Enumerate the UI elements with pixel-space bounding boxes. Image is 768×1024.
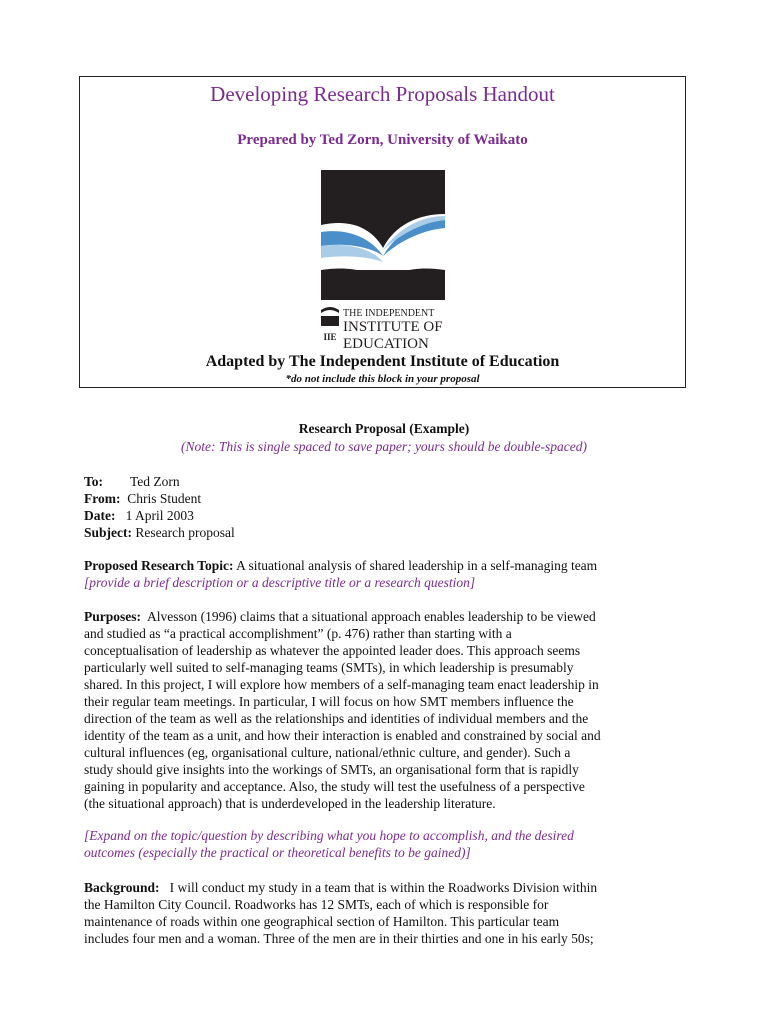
logo-line1: THE INDEPENDENT <box>343 308 435 319</box>
purposes-line: shared. In this project, I will explore how members of a self-managing team enact leadership in <box>84 677 599 692</box>
memo-to-row <box>84 473 235 490</box>
memo-subject-value: Research proposal <box>135 525 235 540</box>
spacing-note: (Note: This is single spaced to save paper; yours should be double-spaced) <box>180 439 588 454</box>
handout-title: Developing Research Proposals Handout <box>210 82 555 106</box>
proposal-title: Research Proposal (Example) <box>298 421 470 436</box>
header-note: *do not include this block in your proposal <box>285 373 480 385</box>
purposes-label: Purposes: <box>84 609 141 624</box>
logo-mark: IIE <box>323 332 337 342</box>
purposes-line: cultural influences (eg, organisational culture, national/ethnic culture, and gender). Such a <box>84 745 571 760</box>
memo-date-value: 1 April 2003 <box>125 508 194 523</box>
purposes-line: (the situational approach) that is underdeveloped in the leadership literature. <box>84 796 496 811</box>
memo-date-row <box>84 507 235 524</box>
purposes-paragraph <box>84 608 684 812</box>
purposes-line: conceptualisation of leadership as whatever the appointed leader does. This approach seems <box>84 643 581 658</box>
purposes-line: Alvesson (1996) claims that a situational approach enables leadership to be viewed <box>147 609 596 624</box>
purposes-instruction-line: [Expand on the topic/question by describing what you hope to accomplish, and the desired <box>84 828 574 843</box>
background-label: Background: <box>84 880 160 895</box>
topic-instruction: [provide a brief description or a descriptive title or a research question] <box>84 575 476 590</box>
background-paragraph <box>84 879 684 947</box>
logo-line2: INSTITUTE OF <box>343 319 443 335</box>
iie-logo <box>313 170 453 360</box>
logo-line3: EDUCATION <box>343 336 429 352</box>
purposes-line: particularly well suited to self-managing teams (SMTs), in which leadership is presumably <box>84 660 574 675</box>
purposes-line: identity of the team as a unit, and how their interaction is enabled and constrained by social and <box>84 728 601 743</box>
background-line: includes four men and a woman. Three of the men are in their thirties and one in his early 50s; <box>84 931 594 946</box>
purposes-instruction <box>84 827 684 861</box>
purposes-line: gaining in popularity and acceptance. Also, the study will test the usefulness of a perspective <box>84 779 585 794</box>
memo-from-value: Chris Student <box>127 491 202 506</box>
topic-text: A situational analysis of shared leadership in a self-managing team <box>236 558 598 573</box>
memo-header <box>84 473 235 541</box>
handout-header-box <box>79 76 686 388</box>
purposes-line: study should give insights into the workings of SMTs, an organisational form that is rapidly <box>84 762 579 777</box>
adapted-by-line: Adapted by The Independent Institute of Education <box>205 353 560 370</box>
background-line: the Hamilton City Council. Roadworks has 12 SMTs, each of which is responsible for <box>84 897 549 912</box>
purposes-line: and studied as “a practical accomplishment” (p. 476) rather than starting with a <box>84 626 512 641</box>
memo-to-value: Ted Zorn <box>130 474 180 489</box>
background-line: maintenance of roads within one geographical section of Hamilton. This particular team <box>84 914 560 929</box>
topic-paragraph <box>84 557 684 591</box>
purposes-line: their regular team meetings. In particular, I will focus on how SMT members influence the <box>84 694 574 709</box>
memo-from-row <box>84 490 235 507</box>
memo-from-label: From: <box>84 491 121 506</box>
memo-subject-row <box>84 524 235 541</box>
purposes-instruction-line: outcomes (especially the practical or theoretical benefits to be gained)] <box>84 845 471 860</box>
memo-to-label: To: <box>84 474 104 489</box>
topic-label: Proposed Research Topic: <box>84 558 234 573</box>
purposes-line: direction of the team as well as the relationships and identities of individual members and the <box>84 711 589 726</box>
handout-subtitle: Prepared by Ted Zorn, University of Waikato <box>237 132 528 148</box>
memo-subject-label: Subject: <box>84 525 132 540</box>
memo-date-label: Date: <box>84 508 116 523</box>
background-line: I will conduct my study in a team that is within the Roadworks Division within <box>169 880 598 895</box>
